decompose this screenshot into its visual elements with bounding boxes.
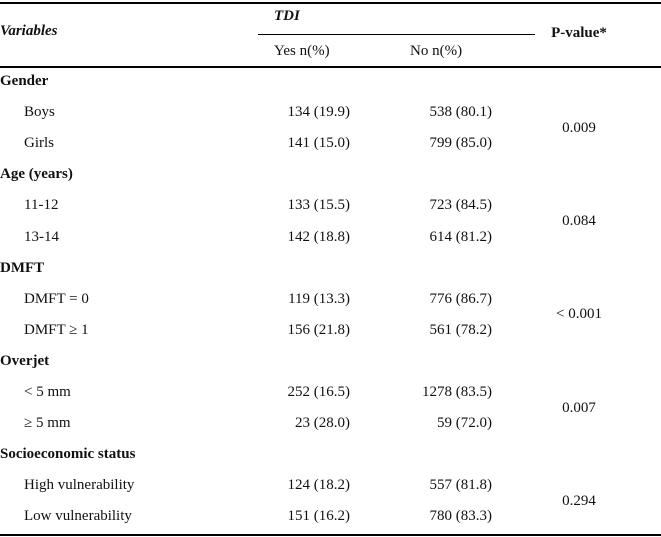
row-label: 13-14 [24,228,59,245]
cell-pvalue: 0.009 [562,119,596,136]
cell-no: 1278 (83.5) [422,384,492,400]
cell-yes: 156 (21.8) [287,321,350,338]
top-rule [0,2,661,4]
bottom-rule [0,534,661,536]
row-label: Low vulnerability [24,508,132,525]
cell-no: 780 (83.3) [429,508,492,525]
cell-yes: 142 (18.8) [287,228,350,245]
row-label: DMFT = 0 [24,290,89,307]
cell-pvalue: 0.007 [562,399,596,416]
cell-no: 557 (81.8) [429,477,492,494]
row-label: Girls [24,135,54,152]
cell-pvalue: 0.294 [562,492,596,509]
section-title: Gender [0,73,49,89]
cell-no: 59 (72.0) [437,415,492,432]
section-title: Age (years) [0,166,73,183]
cell-yes: 151 (16.2) [287,508,350,525]
cell-yes: 119 (13.3) [288,290,350,307]
cell-yes: 141 (15.0) [287,135,350,152]
header-bottom-rule [0,66,661,68]
cell-pvalue: < 0.001 [556,306,602,323]
section-title: DMFT [0,259,45,276]
header-variables: Variables [0,23,58,39]
row-label: < 5 mm [24,384,71,400]
cell-yes: 124 (18.2) [287,477,350,494]
row-label: DMFT ≥ 1 [24,321,89,338]
section-title: Overjet [0,352,50,369]
cell-yes: 134 (19.9) [287,104,350,121]
cell-yes: 23 (28.0) [295,415,350,432]
cell-no: 723 (84.5) [429,197,492,214]
tdi-underline [258,34,535,35]
row-label: High vulnerability [24,477,135,494]
cell-no: 538 (80.1) [429,104,492,121]
cell-yes: 133 (15.5) [287,197,350,214]
header-yes: Yes n(%) [274,43,330,59]
cell-yes: 252 (16.5) [287,384,350,400]
header-tdi: TDI [274,8,300,24]
cell-no: 776 (86.7) [429,290,492,307]
cell-no: 614 (81.2) [429,228,492,245]
cell-no: 799 (85.0) [429,135,492,152]
row-label: 11-12 [24,197,59,214]
row-label: ≥ 5 mm [24,415,71,432]
cell-pvalue: 0.084 [562,212,596,229]
header-no: No n(%) [410,43,463,59]
row-label: Boys [24,104,55,121]
cell-no: 561 (78.2) [429,321,492,338]
section-title: Socioeconomic status [0,446,136,463]
header-pvalue: P-value* [551,25,607,41]
